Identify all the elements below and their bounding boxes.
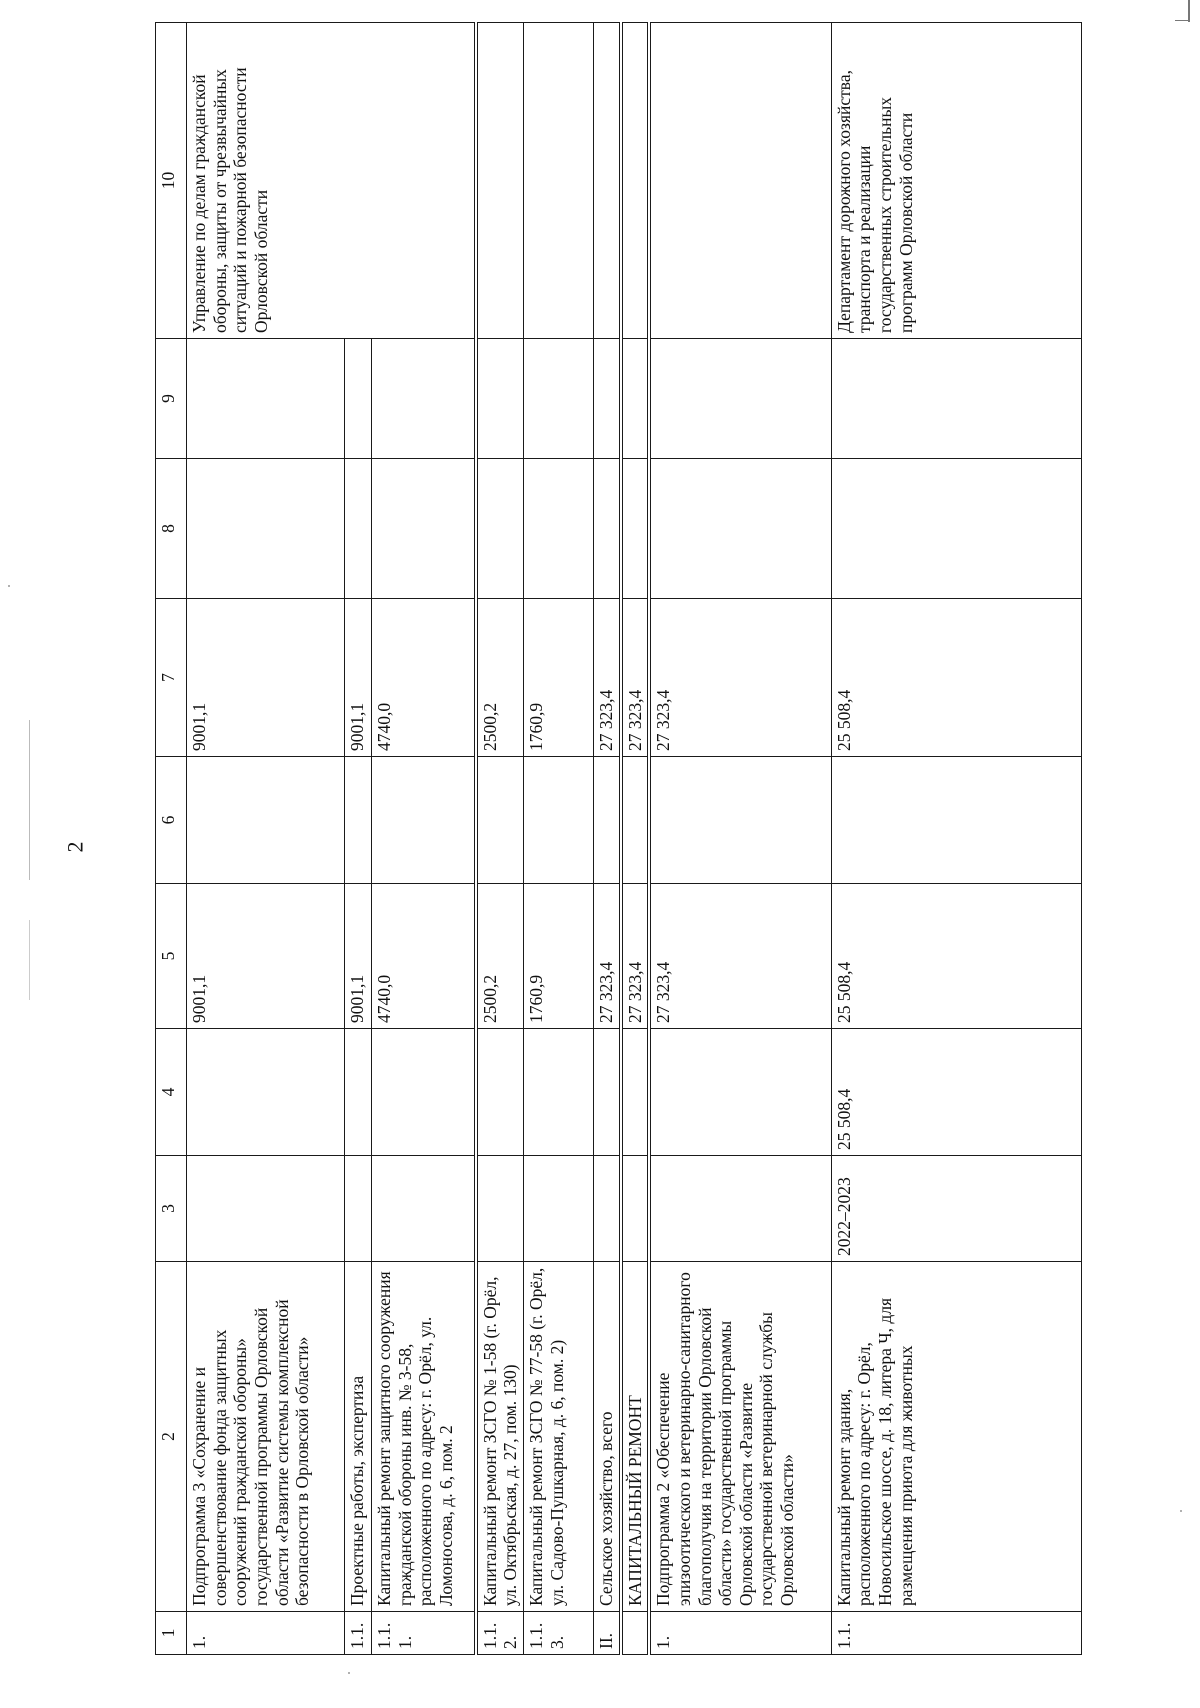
table-row xyxy=(621,23,650,1655)
regional-cell: 1760,9 xyxy=(524,599,594,757)
cost-cell xyxy=(345,1029,372,1156)
name-cell: Капитальный ремонт ЗСГО № 77-58 (г. Орёл, ул. Садово-Пушкарная, д. 6, пом. 2) xyxy=(524,1262,594,1612)
responsible-cell xyxy=(476,23,524,339)
total-cell: 27 323,4 xyxy=(649,884,831,1029)
scan-left-mark xyxy=(29,920,30,1000)
row-number-cell: II. xyxy=(594,1612,621,1655)
row-number-cell: 1.1.2. xyxy=(476,1612,524,1655)
period-cell xyxy=(524,1156,594,1262)
header-cell: 10 xyxy=(156,23,187,339)
responsible-cell: Департамент дорожного хозяйства, транспорта и реализации государственных строительных программ Орловской области xyxy=(831,23,1081,339)
table-row xyxy=(524,23,594,1655)
total-cell: 25 508,4 xyxy=(831,884,1081,1029)
period-cell xyxy=(372,1156,476,1262)
regional-cell: 27 323,4 xyxy=(649,599,831,757)
period-cell xyxy=(649,1156,831,1262)
responsible-cell xyxy=(594,23,621,339)
responsible-cell: Управление по делам гражданской обороны, защиты от чрезвычайных ситуаций и пожарной безопасности Орловской области xyxy=(187,23,476,339)
name-cell: Сельское хозяйство, всего xyxy=(594,1262,621,1612)
scan-edge-line xyxy=(1175,20,1189,21)
federal-cell xyxy=(187,757,345,884)
header-cell: 4 xyxy=(156,1029,187,1156)
header-cell: 7 xyxy=(156,599,187,757)
header-cell: 1 xyxy=(156,1612,187,1655)
row-number-cell: 1. xyxy=(649,1612,831,1655)
regional-cell: 27 323,4 xyxy=(621,599,650,757)
federal-cell xyxy=(372,757,476,884)
regional-cell: 9001,1 xyxy=(345,599,372,757)
row-number-cell: 1.1. xyxy=(345,1612,372,1655)
period-cell xyxy=(621,1156,650,1262)
table-row xyxy=(187,23,345,1655)
other-cell xyxy=(649,339,831,459)
period-cell: 2022–2023 xyxy=(831,1156,1081,1262)
header-cell: 3 xyxy=(156,1156,187,1262)
local-cell xyxy=(476,459,524,599)
row-number-cell: 1. xyxy=(187,1612,345,1655)
total-cell: 9001,1 xyxy=(187,884,345,1029)
scan-left-mark xyxy=(29,720,30,880)
local-cell xyxy=(524,459,594,599)
name-cell: Подпрограмма 3 «Сохранение и совершенствование фонда защитных сооружений гражданской обороны» государственной программы Орловской области «Развитие системы комплексной безопасности в Орловской области» xyxy=(187,1262,345,1612)
total-cell: 4740,0 xyxy=(372,884,476,1029)
scan-speck xyxy=(1180,1510,1182,1512)
other-cell xyxy=(594,339,621,459)
federal-cell xyxy=(345,757,372,884)
federal-cell xyxy=(621,757,650,884)
federal-cell xyxy=(649,757,831,884)
regional-cell: 2500,2 xyxy=(476,599,524,757)
regional-cell: 25 508,4 xyxy=(831,599,1081,757)
local-cell xyxy=(345,459,372,599)
name-cell: Капитальный ремонт здания, расположенного по адресу: г. Орёл, Новосильское шоссе, д. 18, литера Ч, для размещения приюта для животных xyxy=(831,1262,1081,1612)
other-cell xyxy=(345,339,372,459)
regional-cell: 27 323,4 xyxy=(594,599,621,757)
local-cell xyxy=(621,459,650,599)
name-cell: Капитальный ремонт защитного сооружения гражданской обороны инв. № 3-58, расположенного по адресу: г. Орёл, ул. Ломоносова, д. 6, пом. 2 xyxy=(372,1262,476,1612)
header-cell: 2 xyxy=(156,1262,187,1612)
row-number-cell: 1.1.3. xyxy=(524,1612,594,1655)
local-cell xyxy=(831,459,1081,599)
row-number-cell: 1.1. xyxy=(831,1612,1081,1655)
table-row xyxy=(649,23,831,1655)
total-cell: 1760,9 xyxy=(524,884,594,1029)
local-cell xyxy=(372,459,476,599)
table-frame xyxy=(155,23,1110,1655)
local-cell xyxy=(187,459,345,599)
total-cell: 9001,1 xyxy=(345,884,372,1029)
cost-cell xyxy=(594,1029,621,1156)
responsible-cell xyxy=(649,23,831,339)
other-cell xyxy=(524,339,594,459)
total-cell: 2500,2 xyxy=(476,884,524,1029)
federal-cell xyxy=(476,757,524,884)
cost-cell: 25 508,4 xyxy=(831,1029,1081,1156)
header-cell: 9 xyxy=(156,339,187,459)
name-cell: Капитальный ремонт ЗСГО № 1-58 (г. Орёл, ул. Октябрьская, д. 27, пом. 130) xyxy=(476,1262,524,1612)
period-cell xyxy=(476,1156,524,1262)
name-cell: Подпрограмма 2 «Обеспечение эпизоотического и ветеринарно-санитарного благополучия на территории Орловской области» государственной программы Орловской области «Развитие государственной ветеринарной службы Орловской области» xyxy=(649,1262,831,1612)
other-cell xyxy=(476,339,524,459)
header-cell: 5 xyxy=(156,884,187,1029)
row-number-cell xyxy=(621,1612,650,1655)
name-cell: Проектные работы, экспертиза xyxy=(345,1262,372,1612)
table-row xyxy=(594,23,621,1655)
period-cell xyxy=(187,1156,345,1262)
scan-edge-line xyxy=(1188,0,1190,22)
other-cell xyxy=(187,339,345,459)
table-header-row xyxy=(156,23,187,1655)
table-row xyxy=(476,23,524,1655)
regional-cell: 4740,0 xyxy=(372,599,476,757)
table-row xyxy=(831,23,1081,1655)
regional-cell: 9001,1 xyxy=(187,599,345,757)
other-cell xyxy=(372,339,476,459)
federal-cell xyxy=(594,757,621,884)
local-cell xyxy=(594,459,621,599)
federal-cell xyxy=(524,757,594,884)
federal-cell xyxy=(831,757,1081,884)
header-cell: 8 xyxy=(156,459,187,599)
cost-cell xyxy=(649,1029,831,1156)
cost-cell xyxy=(187,1029,345,1156)
total-cell: 27 323,4 xyxy=(594,884,621,1029)
period-cell xyxy=(594,1156,621,1262)
cost-cell xyxy=(372,1029,476,1156)
period-cell xyxy=(345,1156,372,1262)
page-number: 2 xyxy=(62,841,88,853)
scan-speck xyxy=(348,1672,350,1674)
responsible-cell xyxy=(621,23,650,339)
total-cell: 27 323,4 xyxy=(621,884,650,1029)
local-cell xyxy=(649,459,831,599)
responsible-cell xyxy=(524,23,594,339)
cost-cell xyxy=(476,1029,524,1156)
row-number-cell: 1.1.1. xyxy=(372,1612,476,1655)
header-cell: 6 xyxy=(156,757,187,884)
name-cell: КАПИТАЛЬНЫЙ РЕМОНТ xyxy=(621,1262,650,1612)
cost-cell xyxy=(524,1029,594,1156)
scan-speck xyxy=(8,585,10,587)
other-cell xyxy=(621,339,650,459)
budget-table xyxy=(155,22,1082,1655)
cost-cell xyxy=(621,1029,650,1156)
other-cell xyxy=(831,339,1081,459)
